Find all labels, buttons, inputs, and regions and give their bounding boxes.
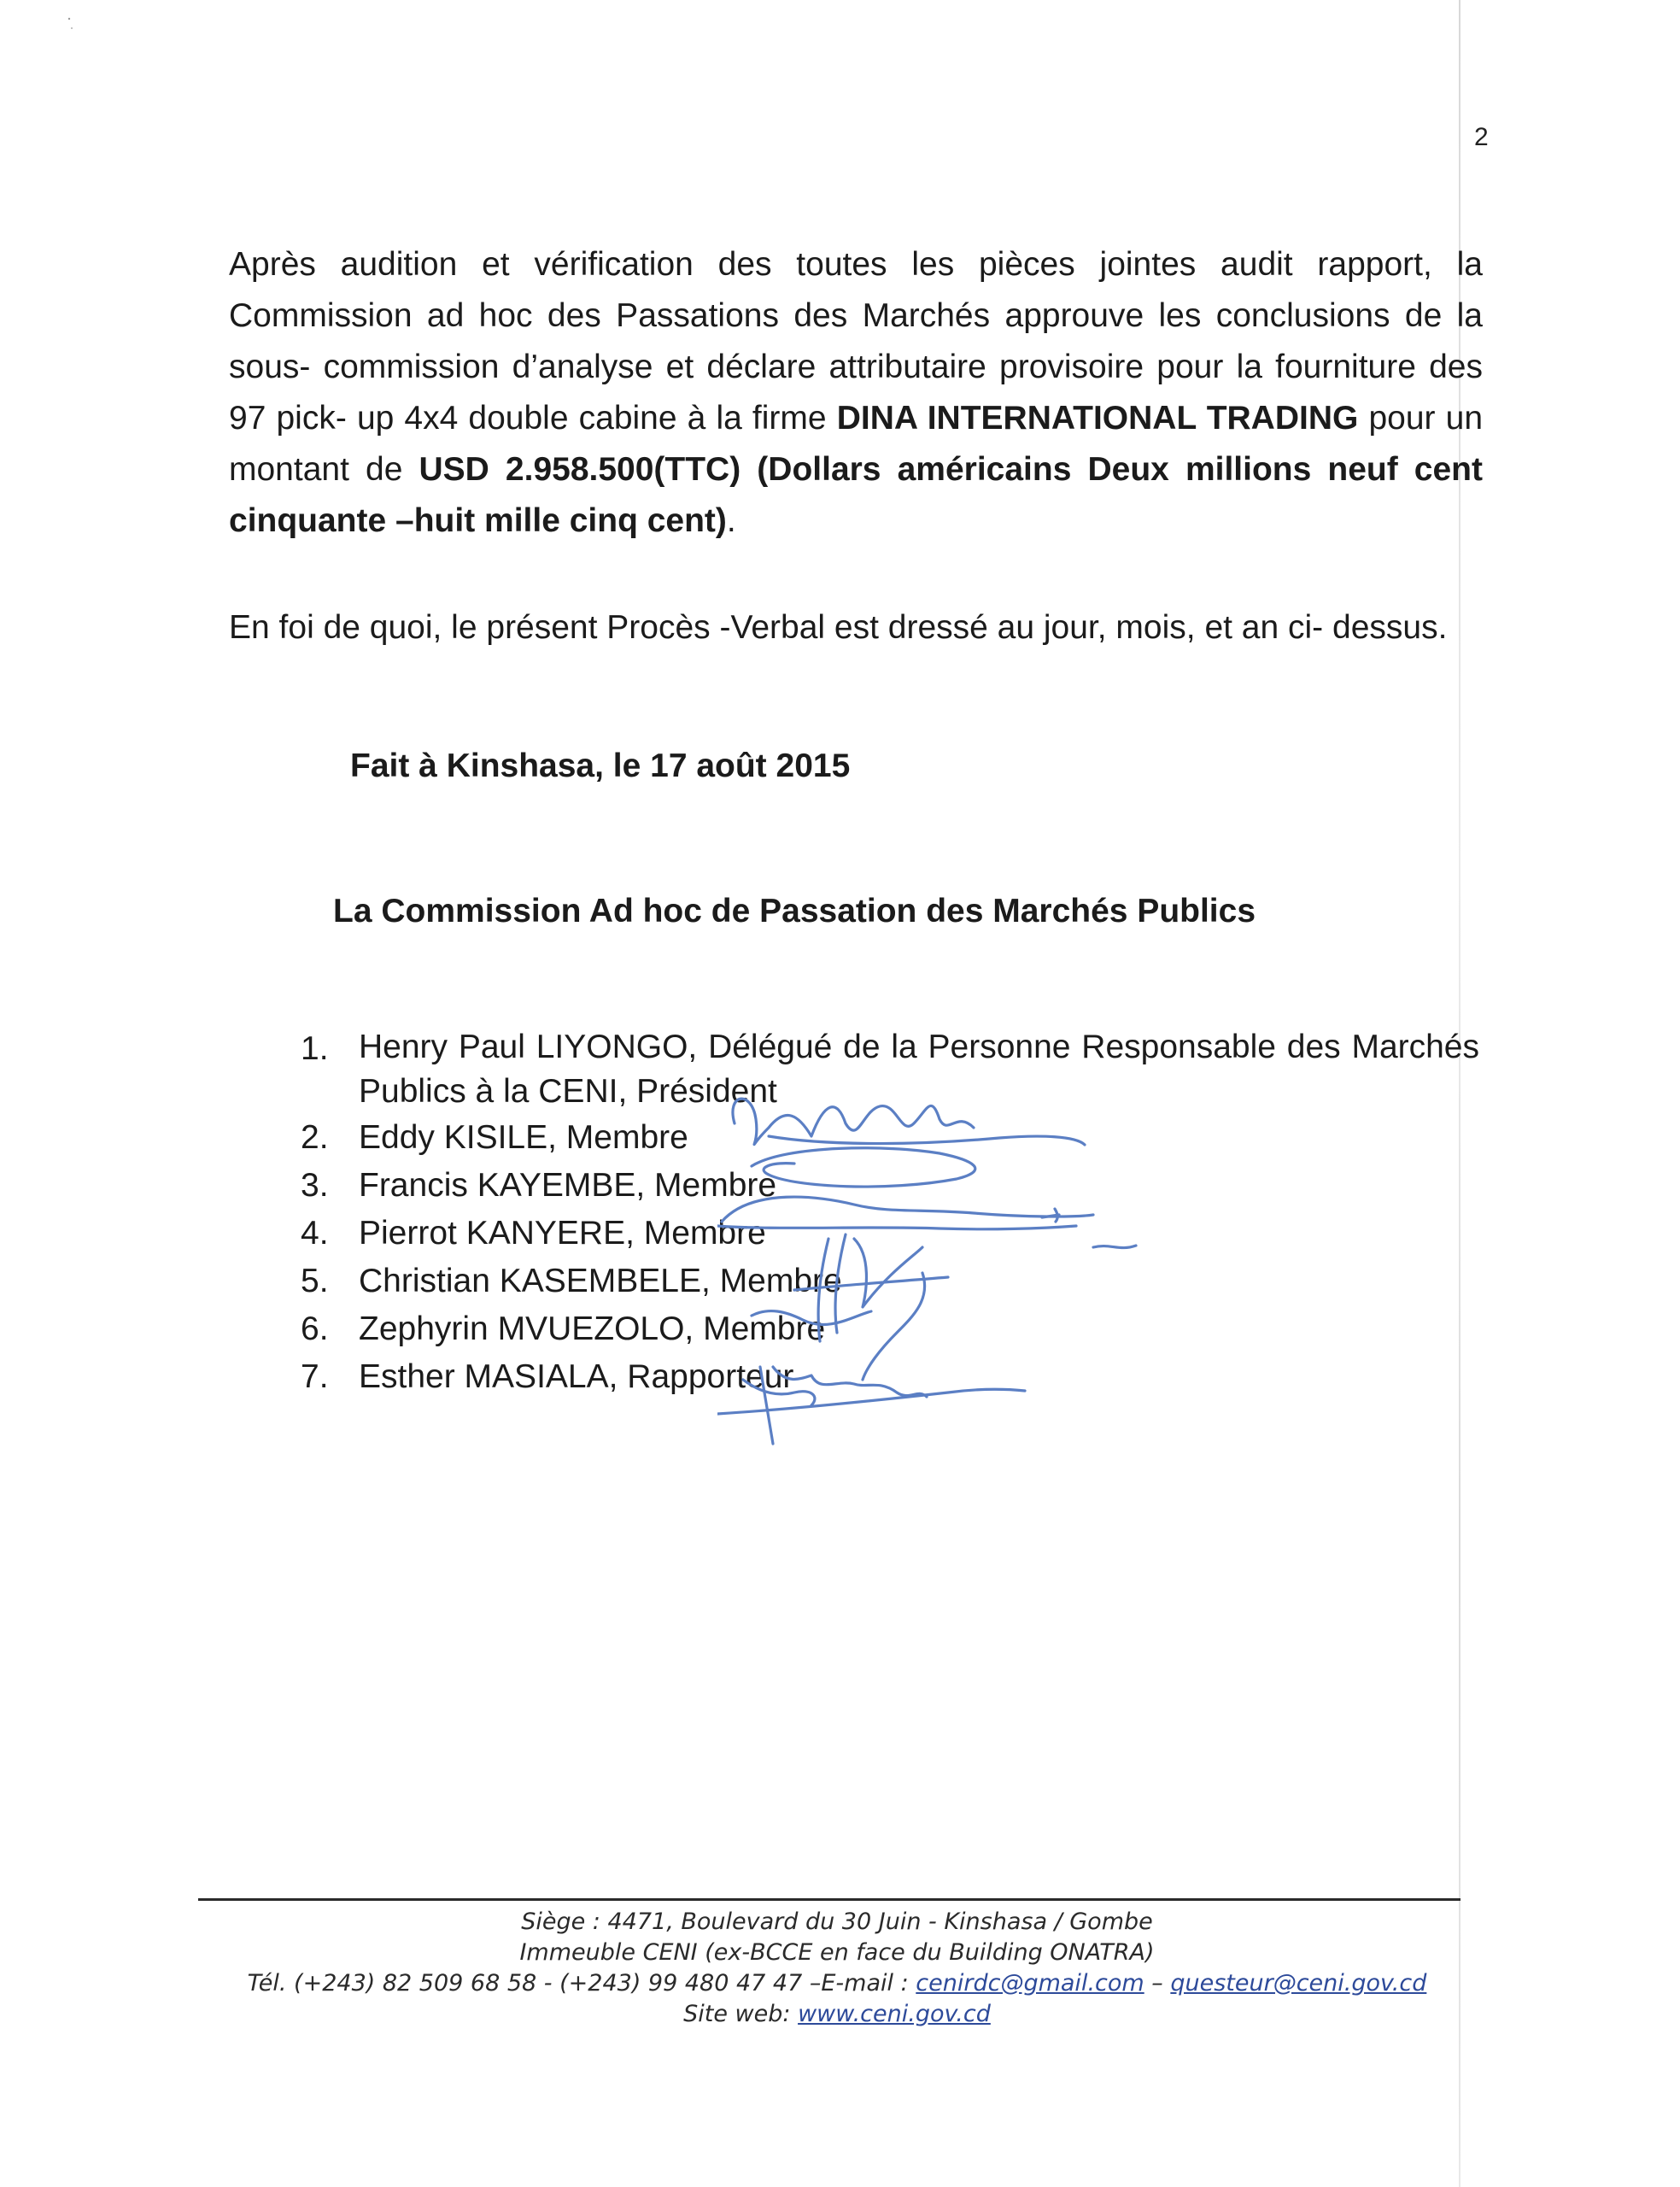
email-separator: – xyxy=(1144,1970,1171,1996)
member-name: Esther MASIALA, Rapporteur xyxy=(359,1358,794,1395)
member-number: 3. xyxy=(301,1167,329,1204)
member-number: 4. xyxy=(301,1215,329,1252)
member-number: 2. xyxy=(301,1119,329,1156)
footer-contact xyxy=(239,1968,1435,1999)
footer-rule xyxy=(198,1898,1460,1901)
member-number: 1. xyxy=(301,1030,329,1067)
closing-paragraph: En foi de quoi, le présent Procès -Verbal est dressé au jour, mois, et an ci- dessus. xyxy=(229,609,1448,646)
place-date: Fait à Kinshasa, le 17 août 2015 xyxy=(350,748,851,784)
scan-speck xyxy=(67,15,75,34)
footer-address: Siège : 4471, Boulevard du 30 Juin - Kinshasa / Gombe xyxy=(521,1908,1153,1935)
footer xyxy=(239,1907,1435,2030)
email-link-questeur[interactable]: questeur@ceni.gov.cd xyxy=(1170,1970,1427,1996)
member-name: Francis KAYEMBE, Membre xyxy=(359,1167,777,1204)
member-number: 6. xyxy=(301,1310,329,1347)
member-number: 5. xyxy=(301,1263,329,1299)
member-name: Christian KASEMBELE, Membre xyxy=(359,1263,842,1299)
email-link-gmail[interactable]: cenirdc@gmail.com xyxy=(916,1970,1144,1996)
footer-phones: Tél. (+243) 82 509 68 58 - (+243) 99 480 47 47 –E-mail : xyxy=(247,1970,916,1996)
handwritten-signatures xyxy=(717,1085,1315,1495)
member-number: 7. xyxy=(301,1358,329,1395)
attribution-paragraph xyxy=(229,239,1483,555)
member-name: Eddy KISILE, Membre xyxy=(359,1119,688,1156)
footer-website xyxy=(239,1999,1435,2030)
paragraph-end: . xyxy=(726,502,736,539)
paragraph-text: Après audition et vérification des toutes les pièces jointes audit rapport, la Commission ad hoc des Passations des Marchés approuve les conclusions de la sous- commission d’analyse et déclare attributaire provisoire pour la fourniture des 97 pick- up 4x4 double cabine à la firme xyxy=(229,246,1483,437)
footer-building: Immeuble CENI (ex-BCCE en face du Building ONATRA) xyxy=(519,1939,1155,1966)
firm-name: DINA INTERNATIONAL TRADING xyxy=(836,400,1359,437)
page-number: 2 xyxy=(1474,123,1489,151)
commission-title: La Commission Ad hoc de Passation des Marchés Publics xyxy=(333,893,1256,929)
member-name: Zephyrin MVUEZOLO, Membre xyxy=(359,1310,826,1347)
website-link[interactable]: www.ceni.gov.cd xyxy=(798,2001,991,2027)
member-name: Henry Paul LIYONGO, Délégué de la Personne Responsable des Marchés Publics à la CENI, Président xyxy=(359,1029,1479,1110)
contract-amount: USD 2.958.500(TTC) (Dollars américains Deux millions neuf cent cinquante –huit mille cinq cent) xyxy=(229,451,1483,539)
paragraph-text-amount-intro: pour un montant de xyxy=(229,400,1484,488)
site-label: Site web: xyxy=(683,2001,799,2027)
member-name: Pierrot KANYERE, Membre xyxy=(359,1215,766,1252)
